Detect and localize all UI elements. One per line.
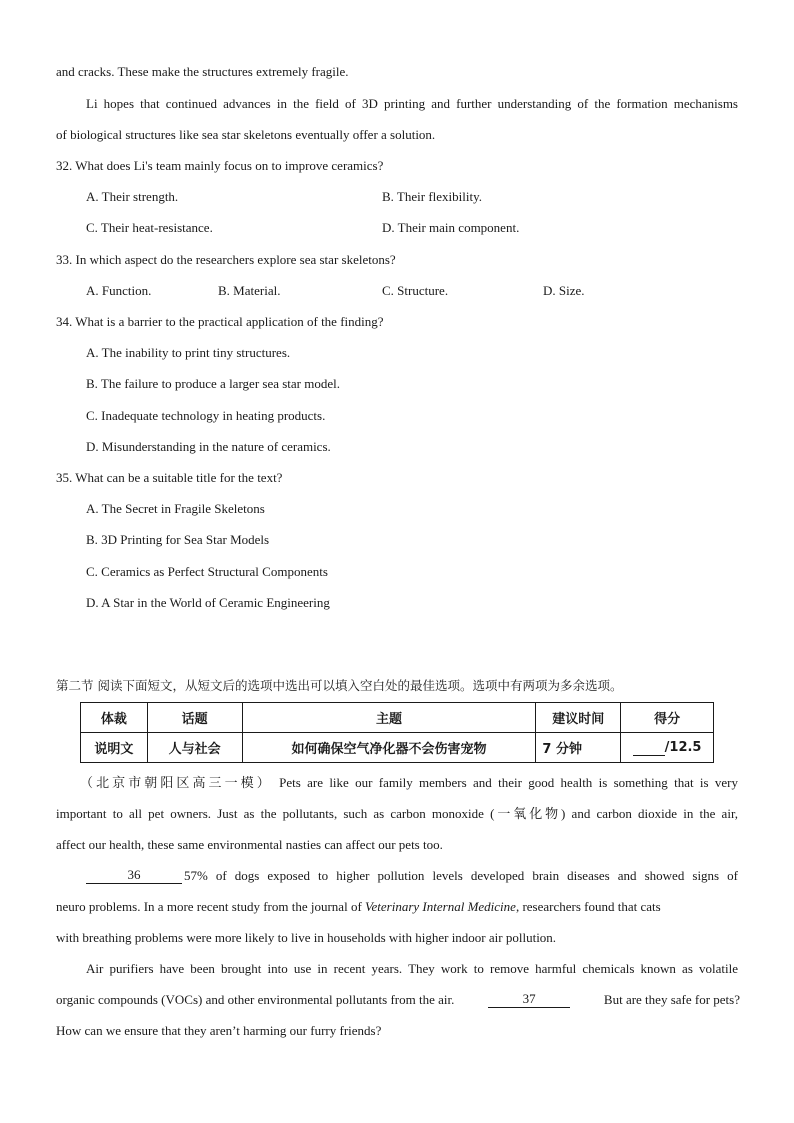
- question-35-stem: 35. What can be a suitable title for the text?: [56, 470, 283, 485]
- blank-36[interactable]: 36: [86, 868, 182, 884]
- question-35-option-a[interactable]: A. The Secret in Fragile Skeletons: [86, 501, 265, 516]
- table-header-cell: 体裁: [81, 703, 148, 733]
- passage-line: important to all pet owners. Just as the pollutants, such as carbon monoxide (一氧化物) and carbon dioxide in the air,: [56, 806, 738, 821]
- question-33-option-d[interactable]: D. Size.: [543, 283, 585, 298]
- table-cell-theme: 如何确保空气净化器不会伤害宠物: [242, 733, 536, 763]
- passage-line: with breathing problems were more likely to live in households with higher indoor air pollution.: [56, 930, 557, 945]
- passage-line-with-blank: [86, 868, 738, 884]
- passage-text: , researchers found that cats: [515, 899, 661, 914]
- passage-line: Air purifiers have been brought into use in recent years. They work to remove harmful chemicals known as volatile: [86, 961, 738, 976]
- table-cell-time: 7 分钟: [536, 733, 621, 763]
- question-33-stem: 33. In which aspect do the researchers explore sea star skeletons?: [56, 252, 396, 267]
- passage-line: of biological structures like sea star skeletons eventually offer a solution.: [56, 127, 436, 142]
- table-header-cell: 主题: [242, 703, 536, 733]
- table-header-row: [81, 703, 714, 733]
- question-34-stem: 34. What is a barrier to the practical application of the finding?: [56, 314, 384, 329]
- question-34-option-d[interactable]: D. Misunderstanding in the nature of ceramics.: [86, 439, 331, 454]
- passage-text: organic compounds (VOCs) and other environmental pollutants from the air.: [56, 992, 455, 1007]
- passage-line: affect our health, these same environmental nasties can affect our pets too.: [56, 837, 443, 852]
- blank-37[interactable]: 37: [488, 992, 570, 1008]
- question-32-stem: 32. What does Li's team mainly focus on to improve ceramics?: [56, 158, 384, 173]
- question-35-option-c[interactable]: C. Ceramics as Perfect Structural Components: [86, 564, 328, 579]
- question-32-option-d[interactable]: D. Their main component.: [382, 220, 520, 235]
- section-2-heading: 第二节 阅读下面短文，从短文后的选项中选出可以填入空白处的最佳选项。选项中有两项为多余选项。: [56, 678, 623, 693]
- question-34-option-b[interactable]: B. The failure to produce a larger sea star model.: [86, 376, 341, 391]
- table-header-cell: 建议时间: [536, 703, 621, 733]
- table-cell-topic: 人与社会: [147, 733, 242, 763]
- question-34-option-c[interactable]: C. Inadequate technology in heating products.: [86, 408, 326, 423]
- journal-title: Veterinary Internal Medicine: [365, 899, 516, 914]
- question-33-option-a[interactable]: A. Function.: [86, 283, 152, 298]
- passage-line-with-blank: [56, 992, 740, 1008]
- score-total: /12.5: [664, 739, 702, 755]
- table-cell-genre: 说明文: [81, 733, 148, 763]
- passage-text: neuro problems. In a more recent study from the journal of: [56, 899, 366, 914]
- score-blank[interactable]: [633, 741, 665, 756]
- passage-text: But are they safe for pets?: [603, 992, 740, 1007]
- passage-line: （北京市朝阳区高三一模） Pets are like our family members and their good health is something that is very: [80, 775, 738, 790]
- table-row: [81, 733, 714, 763]
- question-32-option-c[interactable]: C. Their heat-resistance.: [86, 220, 213, 235]
- question-34-option-a[interactable]: A. The inability to print tiny structures.: [86, 345, 291, 360]
- passage-text: 57% of dogs exposed to higher pollution levels developed brain diseases and showed signs of: [184, 868, 738, 883]
- table-header-cell: 得分: [621, 703, 714, 733]
- question-32-option-b[interactable]: B. Their flexibility.: [382, 189, 483, 204]
- question-33-option-b[interactable]: B. Material.: [218, 283, 281, 298]
- passage-line: How can we ensure that they aren’t harming our furry friends?: [56, 1023, 382, 1038]
- question-35-option-d[interactable]: D. A Star in the World of Ceramic Engineering: [86, 595, 330, 610]
- table-header-cell: 话题: [147, 703, 242, 733]
- question-35-option-b[interactable]: B. 3D Printing for Sea Star Models: [86, 532, 270, 547]
- passage-line: Li hopes that continued advances in the field of 3D printing and further understanding of the formation mechanisms: [86, 96, 738, 111]
- question-32-option-a[interactable]: A. Their strength.: [86, 189, 179, 204]
- question-33-option-c[interactable]: C. Structure.: [382, 283, 449, 298]
- passage-line: [56, 899, 740, 915]
- passage-line: and cracks. These make the structures extremely fragile.: [56, 64, 349, 79]
- table-cell-score[interactable]: [621, 733, 714, 763]
- passage-info-table: [80, 702, 714, 763]
